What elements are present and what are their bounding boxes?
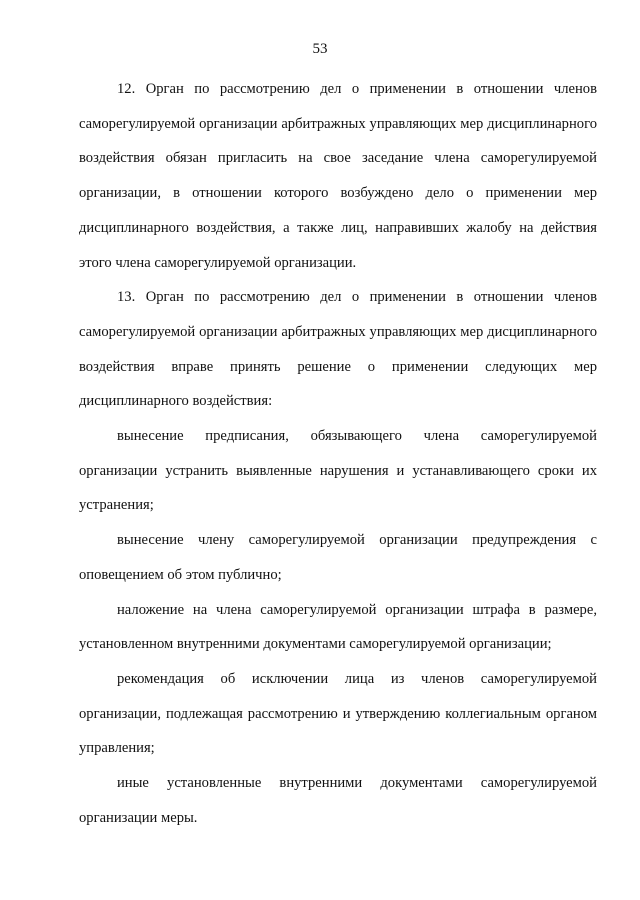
page-number: 53 — [312, 41, 328, 57]
measure-item-warning: вынесение члену саморегулируемой организации предупреждения с оповещением об этом публично; — [79, 532, 597, 583]
measure-item-instruction: вынесение предписания, обязывающего члена саморегулируемой организации устранить выявленные нарушения и устанавливающего сроки их устранения; — [79, 428, 597, 514]
paragraph-12: 12. Орган по рассмотрению дел о применении в отношении членов саморегулируемой организации арбитражных управляющих мер дисциплинарного воздействия обязан пригласить на свое заседание члена саморегулируемой организации, в отношении которого возбуждено дело о применении мер дисциплинарного воздействия, а также лиц, направивших жалобу на действия этого члена саморегулируемой организации. — [79, 81, 597, 271]
paragraph-13: 13. Орган по рассмотрению дел о применении в отношении членов саморегулируемой организации арбитражных управляющих мер дисциплинарного воздействия вправе принять решение о применении следующих мер дисциплинарного воздействия: — [79, 289, 597, 410]
measure-item-fine: наложение на члена саморегулируемой организации штрафа в размере, установленном внутренними документами саморегулируемой организации; — [79, 601, 597, 653]
measure-item-other: иные установленные внутренними документами саморегулируемой организации меры. — [79, 775, 597, 826]
document-body — [79, 72, 597, 835]
measure-item-exclusion: рекомендация об исключении лица из членов саморегулируемой организации, подлежащая рассмотрению и утверждению коллегиальным органом управления; — [79, 670, 597, 757]
